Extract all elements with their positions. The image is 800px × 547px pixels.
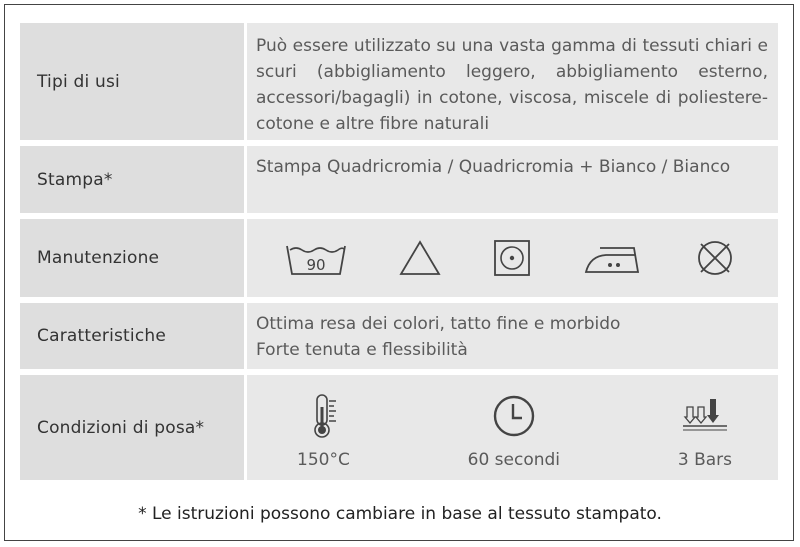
- clock-icon: [491, 393, 537, 447]
- thermometer-icon: [306, 393, 340, 447]
- row-stampa: [20, 146, 778, 213]
- row-content: [247, 375, 778, 480]
- row-caratteristiche: [20, 303, 778, 369]
- row-tipi: [20, 23, 778, 140]
- tipi-text: Può essere utilizzato su una vasta gamma di tessuti chiari e scuri (abbigliamento leggero, abbigliamento esterno, accessori/bagagli) in cotone, viscosa, miscele di poliestere-cotone e altre fibre naturali: [256, 36, 768, 134]
- no-dry-clean-icon: [694, 237, 736, 279]
- stampa-text: Stampa Quadricromia / Quadricromia + Bianco / Bianco: [256, 157, 731, 177]
- row-content: [247, 146, 778, 213]
- caratteristiche-line: Ottima resa dei colori, tatto fine e morbido: [256, 314, 621, 334]
- row-label: Caratteristiche: [20, 303, 244, 369]
- row-label: Manutenzione: [20, 219, 244, 297]
- posa-temperature: [297, 375, 350, 480]
- tumble-dry-icon: [492, 238, 532, 278]
- posa-caption: 3 Bars: [677, 450, 732, 470]
- row-manutenzione: [20, 219, 778, 297]
- posa-time: [468, 375, 560, 480]
- row-label: Stampa*: [20, 146, 244, 213]
- row-content: [247, 303, 778, 369]
- posa-pressure: [678, 375, 732, 480]
- pressure-icon: [681, 393, 729, 447]
- row-content: [247, 23, 778, 140]
- bleach-triangle-icon: [398, 238, 442, 278]
- row-label: Condizioni di posa*: [20, 375, 244, 480]
- row-content: [247, 219, 778, 297]
- footnote: * Le istruzioni possono cambiare in base al tessuto stampato.: [138, 504, 662, 524]
- wash-90-icon: [284, 238, 348, 278]
- posa-caption: 60 secondi: [467, 450, 561, 470]
- row-posa: [20, 375, 778, 480]
- caratteristiche-line: Forte tenuta e flessibilità: [256, 340, 468, 360]
- wash-temp: 90: [306, 256, 326, 274]
- iron-icon: [582, 238, 644, 278]
- posa-caption: 150°C: [297, 450, 350, 470]
- row-label: Tipi di usi: [20, 23, 244, 140]
